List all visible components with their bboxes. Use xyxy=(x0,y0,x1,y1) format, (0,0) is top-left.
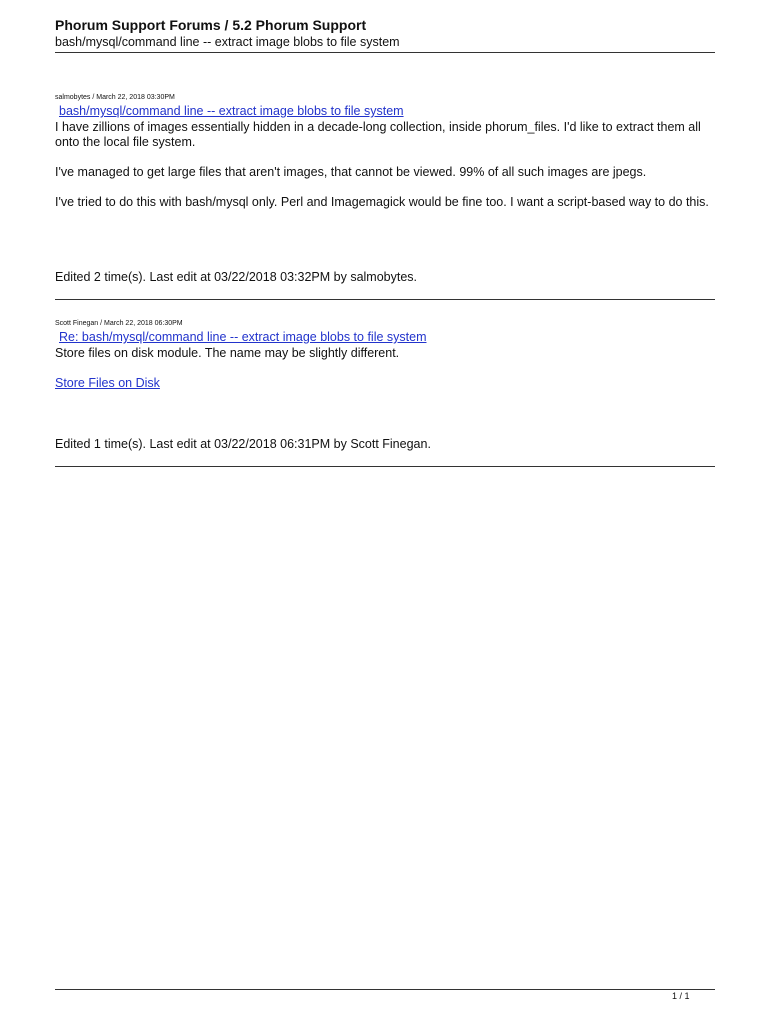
post-divider xyxy=(55,299,715,300)
footer-divider xyxy=(55,989,715,990)
forum-title: Phorum Support Forums / 5.2 Phorum Support xyxy=(55,17,367,33)
post-paragraph: I've tried to do this with bash/mysql only. Perl and Imagemagick would be fine too. I want a script-based way to do this. xyxy=(55,195,709,209)
post-meta: salmobytes / March 22, 2018 03:30PM xyxy=(55,94,175,101)
page-number: 1 / 1 xyxy=(672,991,690,1001)
header-divider xyxy=(55,52,715,53)
post-meta: Scott Finegan / March 22, 2018 06:30PM xyxy=(55,320,183,327)
thread-title: bash/mysql/command line -- extract image blobs to file system xyxy=(55,35,400,49)
page-header xyxy=(55,16,715,50)
post-1 xyxy=(55,93,715,210)
post-divider xyxy=(55,466,715,467)
post-subject-link[interactable]: bash/mysql/command line -- extract image blobs to file system xyxy=(59,104,404,118)
store-files-link[interactable]: Store Files on Disk xyxy=(55,376,160,390)
post-2 xyxy=(55,319,715,391)
post-paragraph: I've managed to get large files that aren't images, that cannot be viewed. 99% of all such images are jpegs. xyxy=(55,165,647,179)
post-paragraph: Store files on disk module. The name may be slightly different. xyxy=(55,346,400,360)
post-edited-note: Edited 2 time(s). Last edit at 03/22/2018 03:32PM by salmobytes. xyxy=(55,270,418,284)
post-subject-link[interactable]: Re: bash/mysql/command line -- extract image blobs to file system xyxy=(59,330,427,344)
post-edited-note: Edited 1 time(s). Last edit at 03/22/2018 06:31PM by Scott Finegan. xyxy=(55,437,431,451)
post-paragraph: I have zillions of images essentially hidden in a decade-long collection, inside phorum_files. I'd like to extract them all onto the local file system. xyxy=(55,120,701,149)
